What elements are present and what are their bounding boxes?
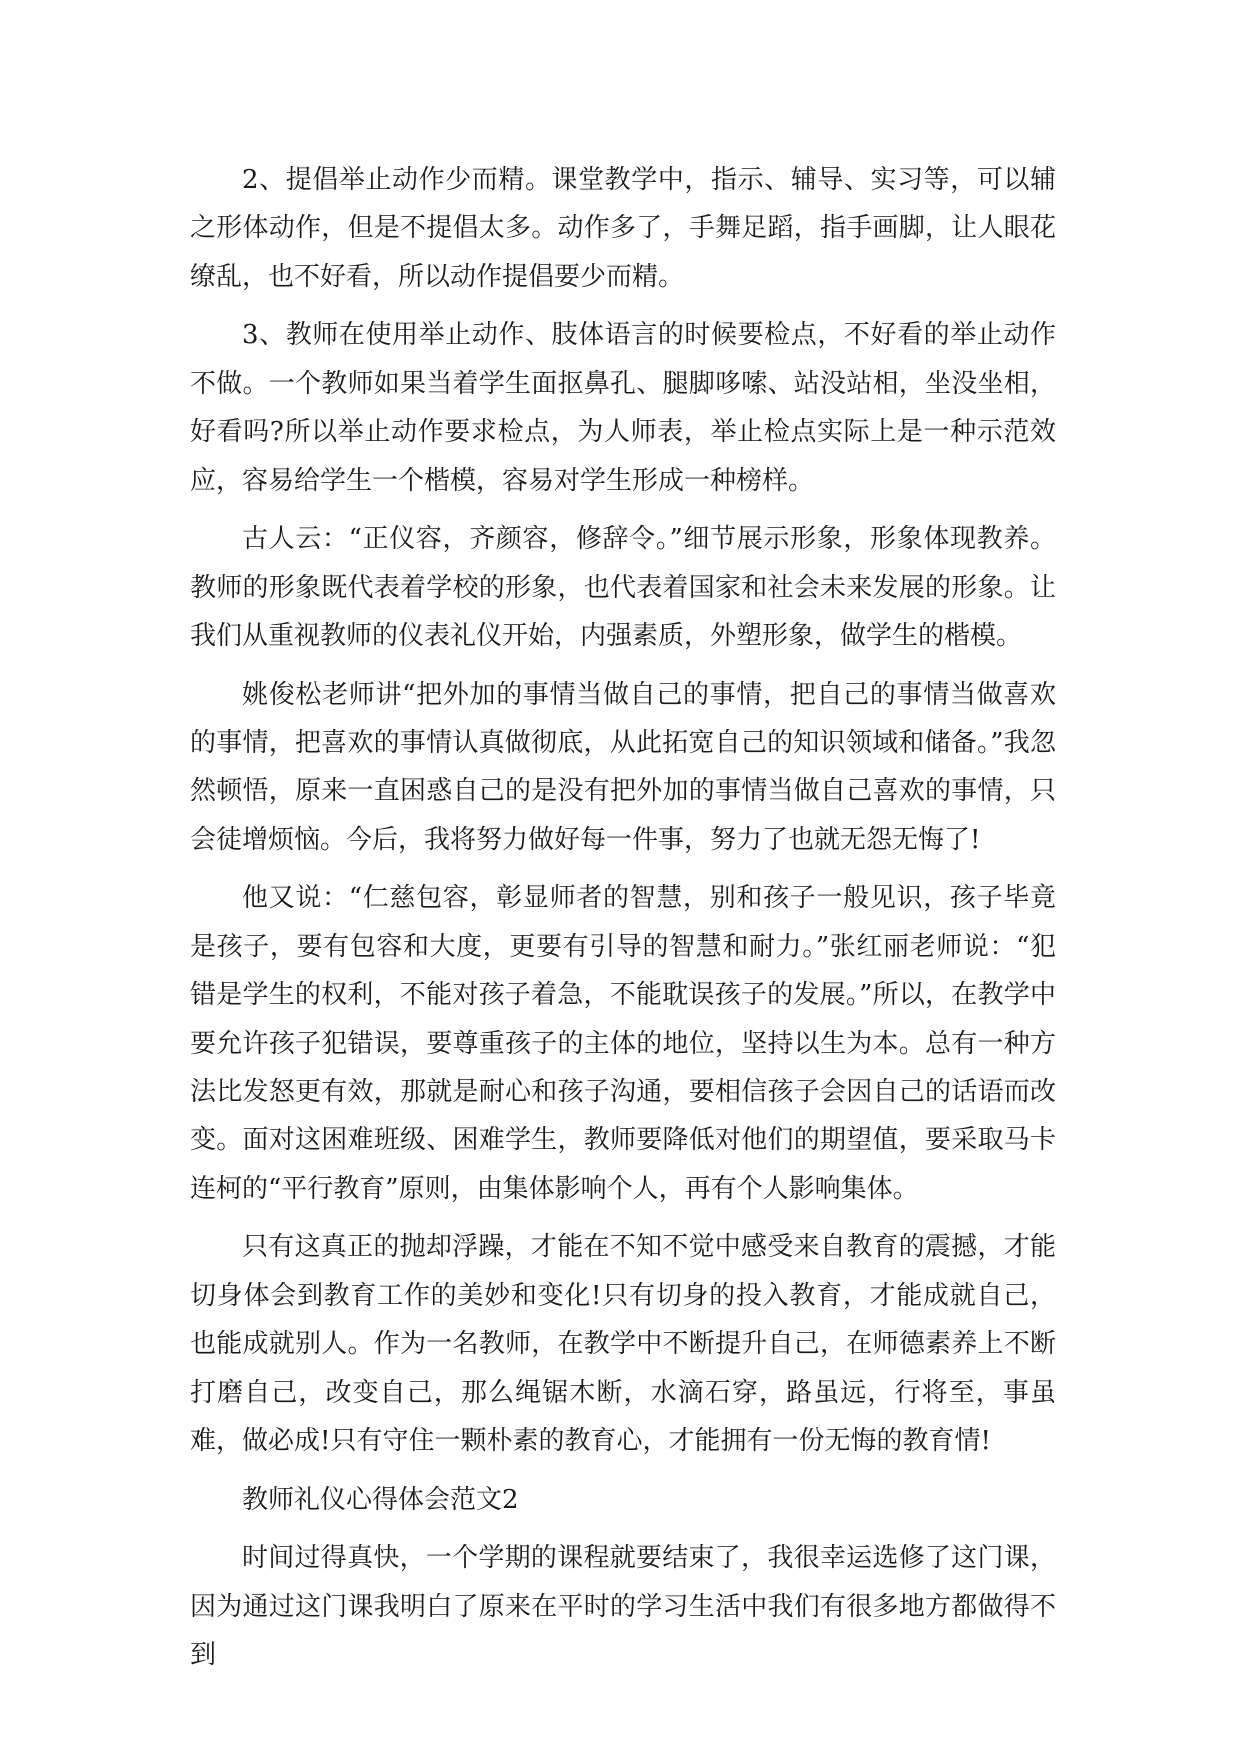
- section-title: 教师礼仪心得体会范文2: [242, 1484, 519, 1515]
- paragraph-yao-junsong: 姚俊松老师讲“把外加的事情当做自己的事情，把自己的事情当做喜欢的事情，把喜欢的事情认真做彻底，从此拓宽自己的知识领域和储备。”我忽然顿悟，原来一直困惑自己的是没有把外加的事情当做自己喜欢的事情，只会徒增烦恼。今后，我将努力做好每一件事，努力了也就无怨无悔了!: [190, 679, 1056, 855]
- paragraph-ancient-quote: 古人云：“正仪容，齐颜容，修辞令。”细节展示形象，形象体现教养。教师的形象既代表着学校的形象，也代表着国家和社会未来发展的形象。让我们从重视教师的仪表礼仪开始，内强素质，外塑形象，做学生的楷模。: [190, 524, 1056, 652]
- paragraph-tolerance: 他又说：“仁慈包容，彰显师者的智慧，别和孩子一般见识，孩子毕竟是孩子，要有包容和大度，更要有引导的智慧和耐力。”张红丽老师说：“犯错是学生的权利，不能对孩子着急，不能耽误孩子的发展。”所以，在教学中要允许孩子犯错误，要尊重孩子的主体的地位，坚持以生为本。总有一种方法比发怒更有效，那就是耐心和孩子沟通，要相信孩子会因自己的话语而改变。面对这困难班级、困难学生，教师要降低对他们的期望值，要采取马卡连柯的“平行教育”原则，由集体影响个人，再有个人影响集体。: [190, 883, 1056, 1204]
- paragraph-essay-2-opening: 时间过得真快，一个学期的课程就要结束了，我很幸运选修了这门课，因为通过这门课我明白了原来在平时的学习生活中我们有很多地方都做得不到: [190, 1543, 1056, 1671]
- paragraph-gesture-propriety: 3、教师在使用举止动作、肢体语言的时候要检点，不好看的举止动作不做。一个教师如果当着学生面抠鼻孔、腿脚哆嗦、站没站相，坐没坐相，好看吗?所以举止动作要求检点，为人师表，举止检点实际上是一种示范效应，容易给学生一个楷模，容易对学生形成一种榜样。: [190, 320, 1056, 496]
- paragraph-conclusion: 只有这真正的抛却浮躁，才能在不知不觉中感受来自教育的震撼，才能切身体会到教育工作的美妙和变化!只有切身的投入教育，才能成就自己，也能成就别人。作为一名教师，在教学中不断提升自己，在师德素养上不断打磨自己，改变自己，那么绳锯木断，水滴石穿，路虽远，行将至，事虽难，做必成!只有守住一颗朴素的教育心，才能拥有一份无悔的教育情!: [190, 1232, 1056, 1457]
- document-body: [190, 156, 1056, 1690]
- paragraph-gesture-economy: 2、提倡举止动作少而精。课堂教学中，指示、辅导、实习等，可以辅之形体动作，但是不提倡太多。动作多了，手舞足蹈，指手画脚，让人眼花缭乱，也不好看，所以动作提倡要少而精。: [190, 165, 1056, 292]
